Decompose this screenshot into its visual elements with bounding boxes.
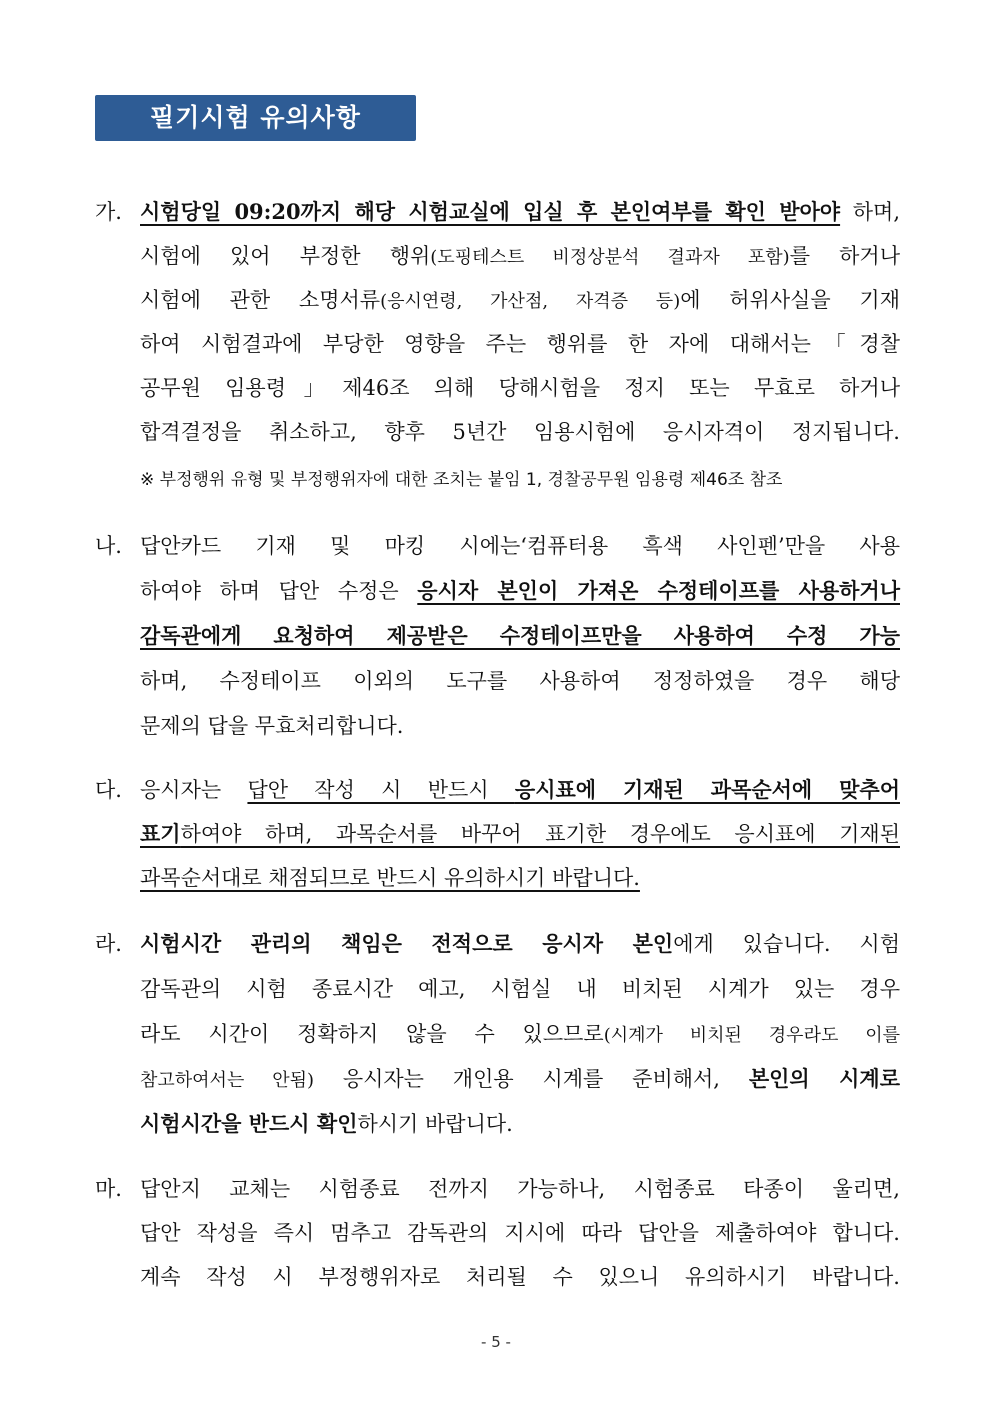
- item-ga-line-1: 가. 시험당일 09:20까지 해당 시험교실에 입실 후 본인여부를 확인 받아야 하며,: [95, 190, 900, 234]
- item-ga-emphasis: 시험당일 09:20까지 해당 시험교실에 입실 후 본인여부를 확인 받아야: [140, 199, 841, 224]
- item-da-marker: 다.: [95, 778, 122, 802]
- item-na-line-1: 나. 답안카드 기재 및 마킹 시에는‘컴퓨터용 흑색 사인펜’만을 사용: [95, 524, 900, 568]
- item-ra-marker: 라.: [95, 932, 122, 956]
- item-da-line-2: 표기하여야 하며, 과목순서를 바꾸어 표기한 경우에도 응시표에 기재된: [140, 821, 900, 846]
- item-ra-line-2: 감독관의 시험 종료시간 예고, 시험실 내 비치된 시계가 있는 경우: [140, 977, 900, 1001]
- item-na-line-3: 감독관에게 요청하여 제공받은 수정테이프만을 사용하여 수정 가능: [140, 623, 900, 648]
- item-na-line-2: 하여야 하며 답안 수정은 응시자 본인이 가져온 수정테이프를 사용하거나: [140, 578, 900, 603]
- item-ra-line-4: 참고하여서는 안됨) 응시자는 개인용 시계를 준비해서, 본인의 시계로: [140, 1066, 900, 1091]
- item-ra-line-1: 라. 시험시간 관리의 책임은 전적으로 응시자 본인에게 있습니다. 시험: [95, 922, 900, 966]
- item-na-emphasis: 응시자 본인이 가져온 수정테이프를 사용하거나: [417, 578, 900, 603]
- item-ga-line-5: 공무원 임용령」제46조 의해 당해시험을 정지 또는 무효로 하거나: [140, 376, 900, 400]
- item-da-line-3: 과목순서대로 채점되므로 반드시 유의하시기 바랍니다.: [140, 866, 640, 890]
- item-na-line-5: 문제의 답을 무효처리합니다.: [140, 714, 404, 738]
- page-number: - 5 -: [481, 1333, 511, 1351]
- section-title: 필기시험 유의사항: [95, 95, 416, 141]
- reference-note: ※ 부정행위 유형 및 부정행위자에 대한 조치는 붙임 1, 경찰공무원 임용령 제46조 참조: [140, 470, 783, 490]
- item-na-line-4: 하며, 수정테이프 이외의 도구를 사용하여 정정하였을 경우 해당: [140, 669, 900, 693]
- item-ra-line-5: 시험시간을 반드시 확인하시기 바랍니다.: [140, 1111, 513, 1136]
- item-da-emphasis: 응시표에 기재된 과목순서에 맞추어: [514, 777, 900, 802]
- item-ra-emphasis: 시험시간 관리의 책임은 전적으로 응시자 본인: [140, 931, 674, 956]
- item-ga-line-2: 시험에 있어 부정한 행위(도핑테스트 비정상분석 결과자 포함)를 하거나: [140, 244, 900, 268]
- item-ma-line-2: 답안 작성을 즉시 멈추고 감독관의 지시에 따라 답안을 제출하여야 합니다.: [140, 1221, 900, 1245]
- item-ga-marker: 가.: [95, 200, 122, 224]
- item-da-line-1: 다. 응시자는 답안 작성 시 반드시 응시표에 기재된 과목순서에 맞추어: [95, 768, 900, 812]
- item-ga-line-3: 시험에 관한 소명서류(응시연령, 가산점, 자격증 등)에 허위사실을 기재: [140, 288, 900, 312]
- item-ga-line-4: 하여 시험결과에 부당한 영향을 주는 행위를 한 자에 대해서는「경찰: [140, 332, 900, 356]
- item-ga-line-6: 합격결정을 취소하고, 향후 5년간 임용시험에 응시자격이 정지됩니다.: [140, 420, 900, 444]
- item-ma-line-3: 계속 작성 시 부정행위자로 처리될 수 있으니 유의하시기 바랍니다.: [140, 1265, 900, 1289]
- item-ra-line-3: 라도 시간이 정확하지 않을 수 있으므로(시계가 비치된 경우라도 이를: [140, 1022, 900, 1046]
- item-na-marker: 나.: [95, 534, 122, 558]
- item-ma-marker: 마.: [95, 1177, 122, 1201]
- item-ma-line-1: 마. 답안지 교체는 시험종료 전까지 가능하나, 시험종료 타종이 울리면,: [95, 1167, 900, 1211]
